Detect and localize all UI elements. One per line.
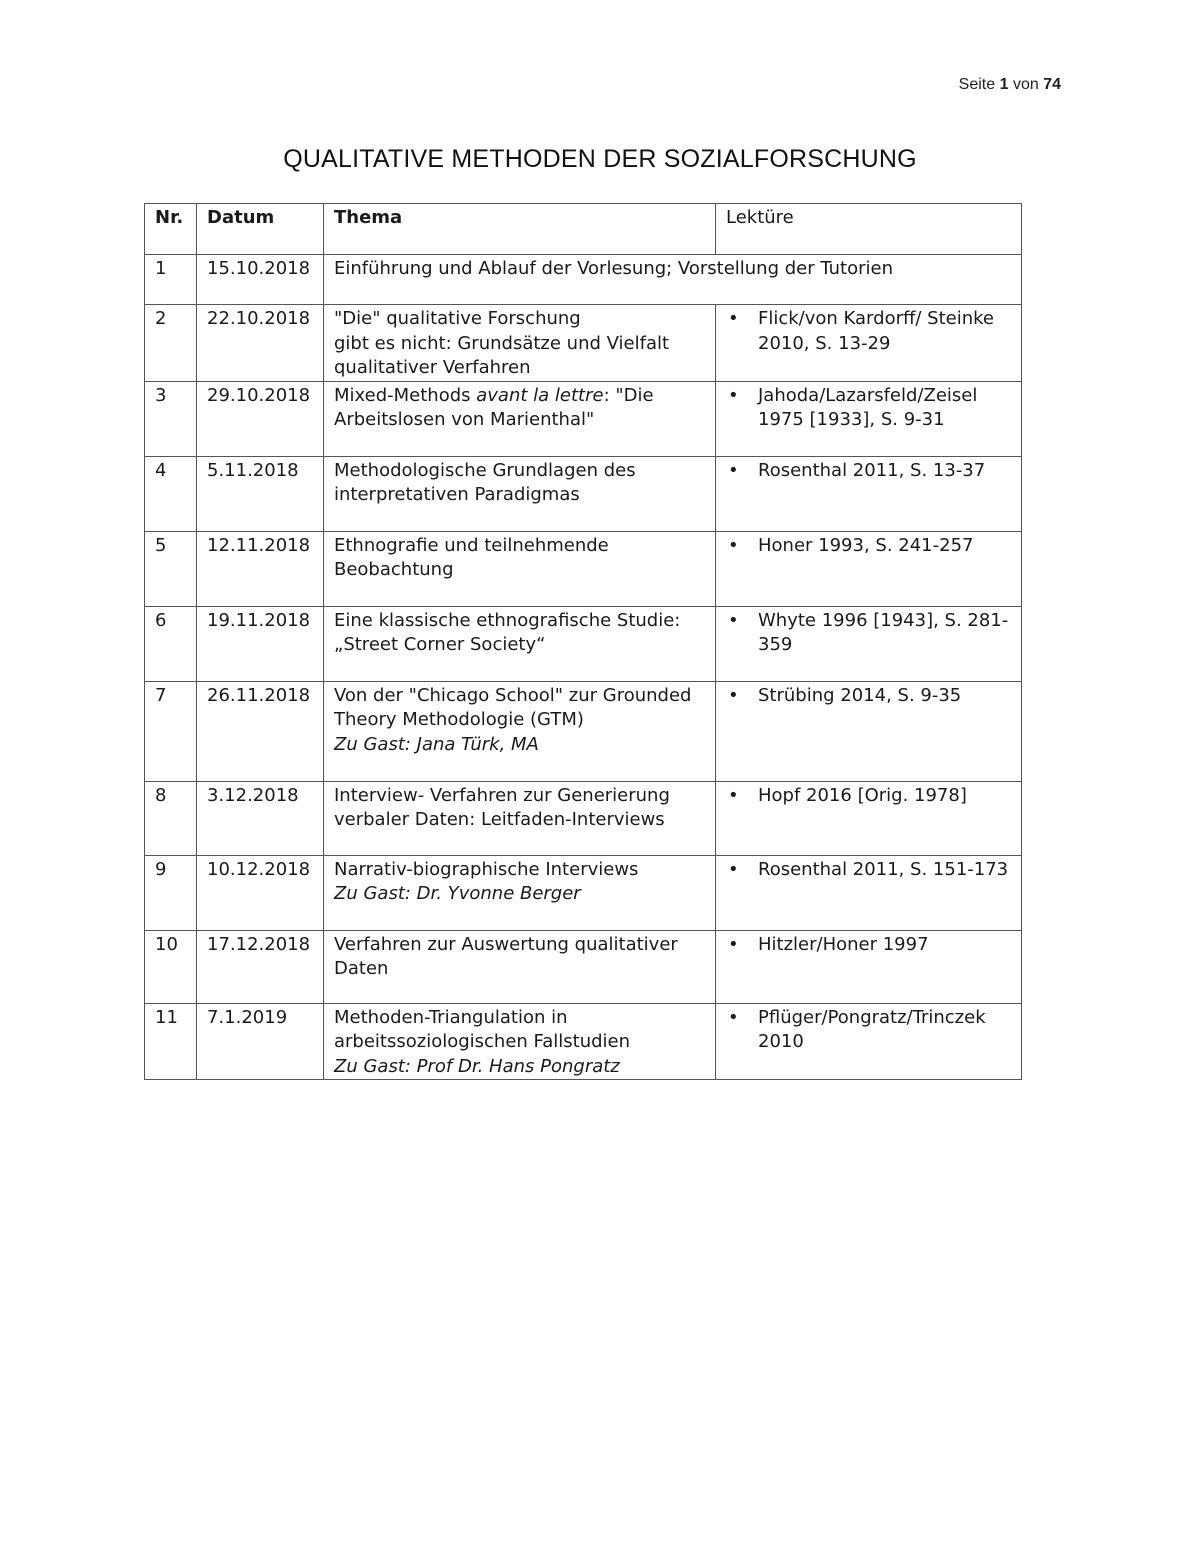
cell-thema [324,381,716,456]
guest-note: Zu Gast: Prof Dr. Hans Pongratz [334,1055,620,1077]
table-row [145,255,1022,305]
table-row [145,606,1022,681]
thema-text: : "Die Arbeitslosen von Marienthal" [334,384,654,430]
thema-italic-text: avant la lettre [476,384,604,406]
cell-lekture [716,381,1022,456]
bullet-icon: • [728,534,739,556]
bullet-icon: • [728,933,739,955]
cell-nr: 9 [145,855,197,930]
cell-lekture [716,930,1022,1003]
page-total: 74 [1043,76,1061,93]
reading-text: Whyte 1996 [1943], S. 281-359 [758,609,1009,655]
cell-thema: Verfahren zur Auswertung qualitativer Daten [324,930,716,1003]
guest-note: Zu Gast: Jana Türk, MA [334,733,539,755]
table-row [145,381,1022,456]
reading-text: Jahoda/Lazarsfeld/Zeisel 1975 [1933], S. 9-31 [758,384,978,430]
cell-nr: 6 [145,606,197,681]
cell-thema [324,305,716,382]
thema-text: gibt es nicht: Grundsätze und Vielfalt qualitativer Verfahren [334,332,670,378]
table-row [145,681,1022,781]
reading-item [726,858,1013,883]
cell-datum: 17.12.2018 [197,930,324,1003]
cell-lekture [716,1003,1022,1080]
cell-nr: 1 [145,255,197,305]
cell-thema: Einführung und Ablauf der Vorlesung; Vorstellung der Tutorien [324,255,1022,305]
header-nr: Nr. [145,204,197,255]
bullet-icon: • [728,684,739,706]
reading-text: Honer 1993, S. 241-257 [758,534,974,556]
table-row [145,305,1022,382]
table-row [145,930,1022,1003]
cell-nr: 5 [145,531,197,606]
schedule-table [144,203,1022,1080]
reading-item [726,609,1013,658]
bullet-icon: • [728,784,739,806]
cell-datum: 10.12.2018 [197,855,324,930]
cell-datum: 5.11.2018 [197,456,324,531]
reading-text: Hopf 2016 [Orig. 1978] [758,784,967,806]
reading-item [726,784,1013,809]
cell-lekture [716,531,1022,606]
reading-item [726,1006,1013,1055]
cell-datum: 7.1.2019 [197,1003,324,1080]
guest-note: Zu Gast: Dr. Yvonne Berger [334,883,581,904]
cell-thema [324,1003,716,1080]
cell-thema [324,681,716,781]
thema-text: "Die" qualitative Forschung [334,308,581,329]
cell-lekture [716,681,1022,781]
cell-datum: 22.10.2018 [197,305,324,382]
cell-datum: 26.11.2018 [197,681,324,781]
table-row [145,855,1022,930]
cell-datum: 12.11.2018 [197,531,324,606]
header-datum: Datum [197,204,324,255]
header-lekture: Lektüre [716,204,1022,255]
table-row [145,531,1022,606]
cell-nr: 11 [145,1003,197,1080]
bullet-icon: • [728,308,739,329]
reading-text: Flick/von Kardorff/ Steinke 2010, S. 13-29 [758,308,994,354]
bullet-icon: • [728,384,739,406]
cell-thema [324,855,716,930]
page-current: 1 [999,76,1009,93]
cell-nr: 7 [145,681,197,781]
cell-nr: 8 [145,781,197,855]
thema-text: Mixed-Methods [334,384,477,406]
reading-item [726,307,1013,356]
cell-nr: 3 [145,381,197,456]
thema-text: Methoden-Triangulation in arbeitssoziologischen Fallstudien [334,1006,631,1052]
reading-item [726,384,1013,433]
cell-thema: Interview- Verfahren zur Generierung verbaler Daten: Leitfaden-Interviews [324,781,716,855]
cell-datum: 15.10.2018 [197,255,324,305]
bullet-icon: • [728,858,739,880]
reading-text: Rosenthal 2011, S. 13-37 [758,459,986,481]
bullet-icon: • [728,609,739,631]
reading-item [726,459,1013,484]
cell-lekture [716,781,1022,855]
header-thema: Thema [324,204,716,255]
page-label: Seite [958,76,996,93]
table-row [145,781,1022,855]
cell-datum: 29.10.2018 [197,381,324,456]
cell-lekture [716,305,1022,382]
cell-datum: 19.11.2018 [197,606,324,681]
cell-thema: Eine klassische ethnografische Studie: „Street Corner Society“ [324,606,716,681]
bullet-icon: • [728,1006,739,1028]
cell-nr: 4 [145,456,197,531]
table-row [145,456,1022,531]
cell-lekture [716,456,1022,531]
cell-lekture [716,606,1022,681]
reading-text: Strübing 2014, S. 9-35 [758,684,962,706]
cell-thema: Methodologische Grundlagen des interpretativen Paradigmas [324,456,716,531]
document-title: QUALITATIVE METHODEN DER SOZIALFORSCHUNG [283,145,917,173]
thema-text: Narrativ-biographische Interviews [334,858,639,880]
cell-nr: 2 [145,305,197,382]
page-of-label: von [1012,76,1039,93]
reading-item [726,684,1013,709]
cell-thema: Ethnografie und teilnehmende Beobachtung [324,531,716,606]
reading-item [726,534,1013,559]
reading-text: Rosenthal 2011, S. 151-173 [758,858,1009,880]
page-number [959,76,1061,94]
cell-lekture [716,855,1022,930]
cell-nr: 10 [145,930,197,1003]
table-row [145,1003,1022,1080]
reading-item [726,933,1013,958]
table-header-row [145,204,1022,255]
reading-text: Hitzler/Honer 1997 [758,933,929,955]
bullet-icon: • [728,459,739,481]
reading-text: Pflüger/Pongratz/Trinczek 2010 [758,1006,986,1052]
thema-text: Von der "Chicago School" zur Grounded Theory Methodologie (GTM) [334,684,692,730]
cell-datum: 3.12.2018 [197,781,324,855]
